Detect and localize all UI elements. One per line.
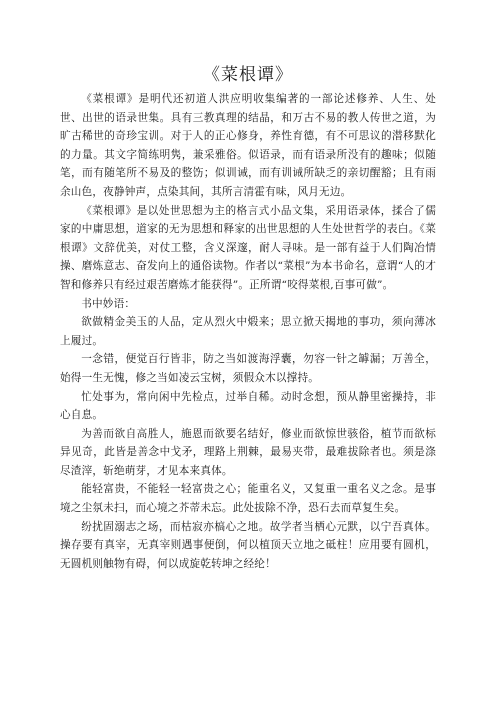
quote-paragraph: 纷扰固溺志之场，而枯寂亦槁心之地。故学者当栖心元默，以宁吾真体。操存要有真宰，无真宰则遇事便倒，何以植顶天立地之砥柱！应用要有圆机，无圆机则触物有碍，何以成旋乾转坤之经纶！ <box>60 520 436 570</box>
summary-paragraph: 《菜根谭》是以处世思想为主的格言式小品文集，采用语录体，揉合了儒家的中庸思想，道家的无为思想和释家的出世思想的人生处世哲学的表白。《菜根谭》文辞优美，对仗工整，含义深邃，耐人寻味。是一部有益于人们陶冶情操、磨炼意志、奋发向上的通俗读物。作者以“菜根”为本书命名，意谓“人的才智和修养只有经过艰苦磨炼才能获得”。正所谓“咬得菜根,百事可做”。 <box>60 204 436 291</box>
quote-paragraph: 一念错，便觉百行皆非，防之当如渡海浮囊，勿容一针之罅漏；万善全，始得一生无愧，修之当如凌云宝树，须假众木以撑持。 <box>60 353 436 384</box>
quote-paragraph: 忙处事为，常向闲中先检点，过举自稀。动时念想，预从静里密操持，非心自息。 <box>60 390 436 422</box>
quotes-heading: 书中妙语： <box>81 297 136 310</box>
intro-paragraph: 《菜根谭》是明代还初道人洪应明收集编著的一部论述修养、人生、处世、出世的语录世集。具有三教真理的结晶，和万古不易的教人传世之道，为旷古稀世的奇珍宝训。对于人的正心修身，养性育德，有不可思议的潜移默化的力量。其文字简练明隽，兼采雅俗。似语录，而有语录所没有的趣味；似随笔，而有随笔所不易及的整饬；似训诫，而有训诫所缺乏的亲切醒豁；且有雨余山色，夜静钟声，点染其间，其所言清霍有味，风月无边。 <box>60 93 436 198</box>
document-title: 《菜根谭》 <box>203 65 293 85</box>
quote-paragraph: 为善而欲自高胜人，施恩而欲要名结好，修业而欲惊世骇俗，植节而欲标异见奇，此皆是善念中戈矛，理路上荆棘，最易夹带，最难拔除者也。须是涤尽渣滓，斩绝萌芽，才见本来真体。 <box>60 427 436 477</box>
quote-paragraph: 能轻富贵，不能轻一轻富贵之心；能重名义，又复重一重名义之念。是事境之尘氛未扫，而心境之芥蒂未忘。此处拔除不净，恐石去而草复生矣。 <box>60 483 436 515</box>
quote-paragraph: 欲做精金美玉的人品，定从烈火中煅来；思立掀天揭地的事功，须向薄冰上履过。 <box>60 316 436 347</box>
document-page <box>60 64 436 573</box>
